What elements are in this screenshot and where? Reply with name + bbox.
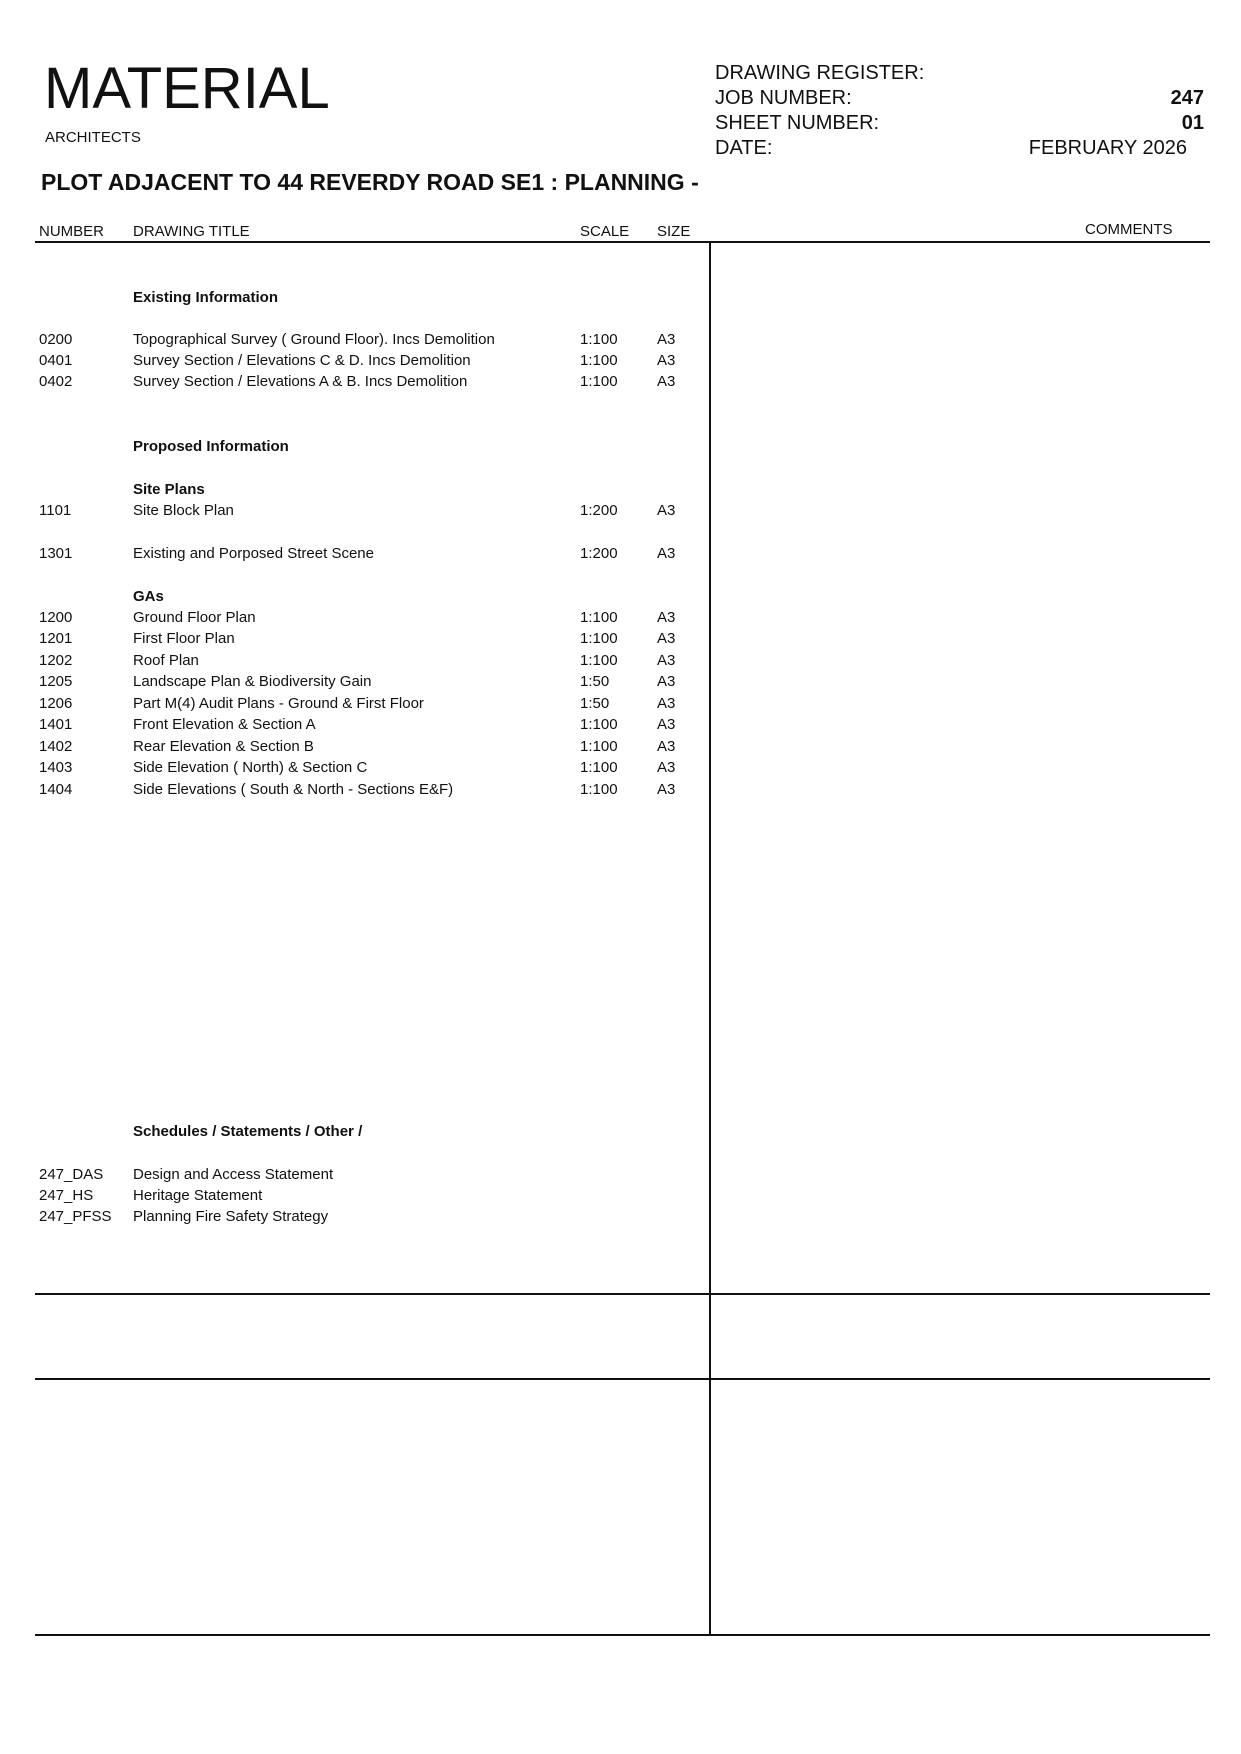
header-rule xyxy=(35,241,1210,243)
brand-subtitle: ARCHITECTS xyxy=(45,129,141,146)
footer-rule-3 xyxy=(35,1634,1210,1636)
row-number: 1301 xyxy=(39,545,73,562)
row-title: Part M(4) Audit Plans - Ground & First Floor xyxy=(133,695,424,712)
footer-rule-1 xyxy=(35,1293,1210,1295)
sheet-number-label: SHEET NUMBER: xyxy=(715,112,880,134)
row-scale: 1:200 xyxy=(580,545,618,562)
row-size: A3 xyxy=(657,652,676,669)
comments-divider xyxy=(709,241,711,1635)
row-number: 0200 xyxy=(39,331,73,348)
row-size: A3 xyxy=(657,545,676,562)
row-scale: 1:100 xyxy=(580,781,618,798)
row-size: A3 xyxy=(657,738,676,755)
row-number: 1200 xyxy=(39,609,73,626)
sheet-number-value: 01 xyxy=(1181,112,1204,134)
row-size: A3 xyxy=(657,331,676,348)
row-scale: 1:100 xyxy=(580,716,618,733)
row-title: Planning Fire Safety Strategy xyxy=(133,1208,329,1225)
row-scale: 1:100 xyxy=(580,652,618,669)
row-number: 247_HS xyxy=(39,1187,94,1204)
row-title: Site Block Plan xyxy=(133,502,234,519)
row-scale: 1:200 xyxy=(580,502,618,519)
date-value: FEBRUARY 2026 xyxy=(1028,137,1187,159)
row-number: 1206 xyxy=(39,695,73,712)
row-title: Existing and Porposed Street Scene xyxy=(133,545,374,562)
brand-logo-text: MATERIAL xyxy=(44,56,330,121)
row-number: 247_DAS xyxy=(39,1166,104,1183)
column-header-title: DRAWING TITLE xyxy=(133,223,250,240)
column-header-number: NUMBER xyxy=(39,223,105,240)
row-scale: 1:100 xyxy=(580,609,618,626)
row-scale: 1:100 xyxy=(580,331,618,348)
subsection-title-site-plans: Site Plans xyxy=(133,481,205,498)
row-number: 247_PFSS xyxy=(39,1208,112,1225)
row-size: A3 xyxy=(657,716,676,733)
row-number: 0401 xyxy=(39,352,73,369)
row-title: Heritage Statement xyxy=(133,1187,263,1204)
row-title: Ground Floor Plan xyxy=(133,609,256,626)
row-size: A3 xyxy=(657,673,676,690)
column-header-size: SIZE xyxy=(657,223,691,240)
row-number: 1202 xyxy=(39,652,73,669)
date-label: DATE: xyxy=(715,137,773,159)
row-title: Roof Plan xyxy=(133,652,199,669)
row-number: 1201 xyxy=(39,630,73,647)
row-title: First Floor Plan xyxy=(133,630,235,647)
row-size: A3 xyxy=(657,759,676,776)
row-size: A3 xyxy=(657,630,676,647)
row-title: Rear Elevation & Section B xyxy=(133,738,314,755)
row-size: A3 xyxy=(657,502,676,519)
row-size: A3 xyxy=(657,609,676,626)
row-scale: 1:100 xyxy=(580,738,618,755)
column-header-scale: SCALE xyxy=(580,223,630,240)
row-number: 1402 xyxy=(39,738,73,755)
row-scale: 1:50 xyxy=(580,673,610,690)
section-title-other: Schedules / Statements / Other / xyxy=(133,1123,363,1140)
project-title: PLOT ADJACENT TO 44 REVERDY ROAD SE1 : PLANNING - xyxy=(41,169,699,195)
row-size: A3 xyxy=(657,352,676,369)
row-size: A3 xyxy=(657,373,676,390)
row-title: Front Elevation & Section A xyxy=(133,716,316,733)
row-title: Side Elevation ( North) & Section C xyxy=(133,759,368,776)
footer-rule-2 xyxy=(35,1378,1210,1380)
row-size: A3 xyxy=(657,781,676,798)
row-number: 1205 xyxy=(39,673,73,690)
section-title-existing: Existing Information xyxy=(133,289,279,306)
row-size: A3 xyxy=(657,695,676,712)
row-scale: 1:100 xyxy=(580,630,618,647)
row-scale: 1:100 xyxy=(580,373,618,390)
row-title: Landscape Plan & Biodiversity Gain xyxy=(133,673,372,690)
row-number: 1403 xyxy=(39,759,73,776)
row-title: Side Elevations ( South & North - Sections E&F) xyxy=(133,781,454,798)
subsection-title-gas: GAs xyxy=(133,588,164,605)
job-number-label: JOB NUMBER: xyxy=(715,87,852,109)
row-title: Topographical Survey ( Ground Floor). Incs Demolition xyxy=(133,331,495,348)
row-scale: 1:50 xyxy=(580,695,610,712)
row-number: 1401 xyxy=(39,716,73,733)
row-scale: 1:100 xyxy=(580,352,618,369)
row-title: Survey Section / Elevations A & B. Incs Demolition xyxy=(133,373,468,390)
row-title: Design and Access Statement xyxy=(133,1166,334,1183)
register-heading: DRAWING REGISTER: xyxy=(715,62,925,84)
column-header-comments: COMMENTS xyxy=(1085,221,1173,238)
row-number: 0402 xyxy=(39,373,73,390)
row-title: Survey Section / Elevations C & D. Incs Demolition xyxy=(133,352,471,369)
row-number: 1404 xyxy=(39,781,73,798)
row-number: 1101 xyxy=(39,502,72,519)
row-scale: 1:100 xyxy=(580,759,618,776)
section-title-proposed: Proposed Information xyxy=(133,438,289,455)
job-number-value: 247 xyxy=(1170,87,1204,109)
